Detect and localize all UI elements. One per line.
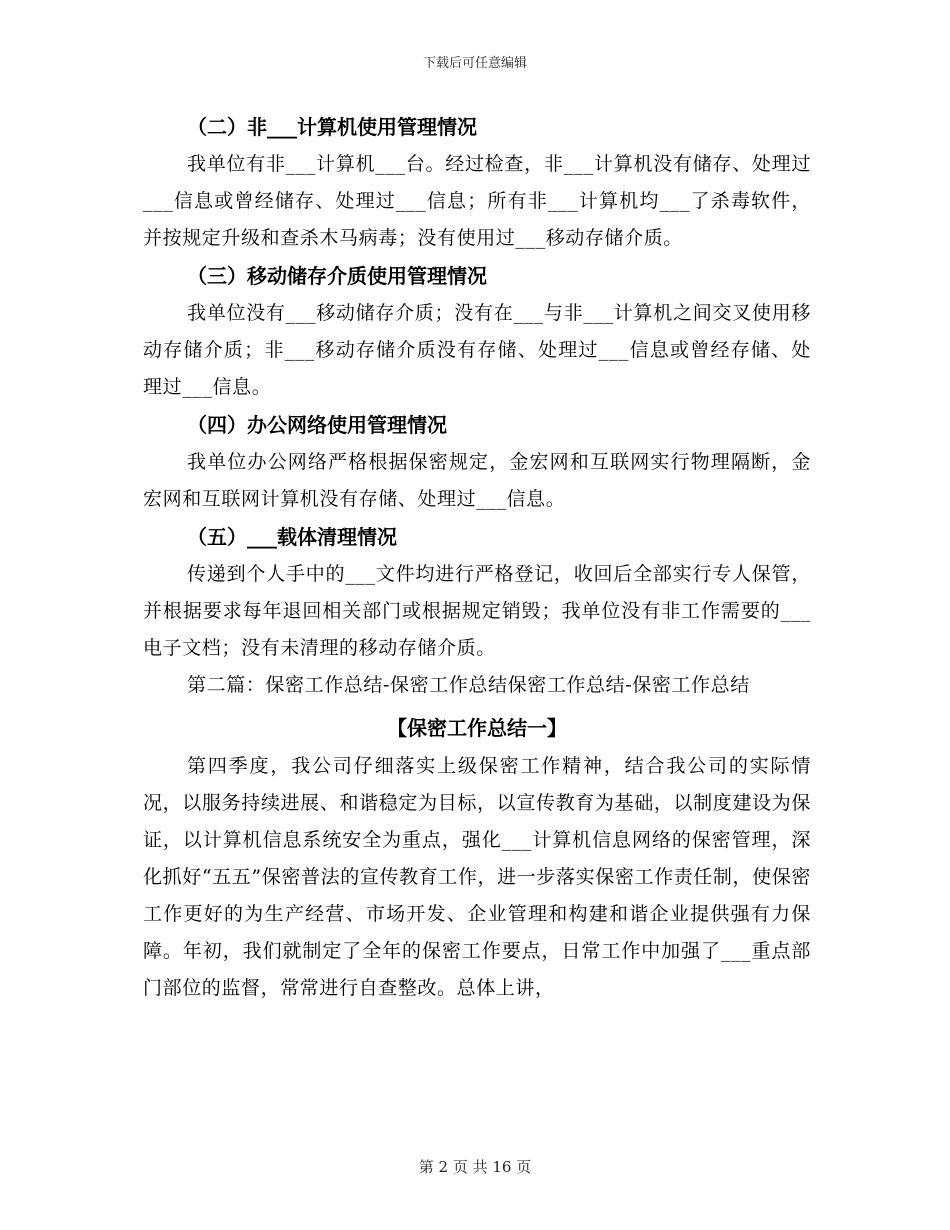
summary-title: 【保密工作总结一】 — [387, 716, 567, 740]
section-paragraph-3: 我单位没有___移动储存介质；没有在___与非___计算机之间交叉使用移动存储介质；非___移动存储介质没有存储、处理过___信息或曾经存储、处理过___信息。 — [143, 302, 811, 398]
section-paragraph-2: 我单位有非___计算机___台。经过检查，非___计算机没有储存、处理过___信息或曾经储存、处理过___信息；所有非___计算机均___了杀毒软件，并按规定升级和查杀木马病毒；没有使用过___移动存储介质。 — [143, 153, 811, 249]
section-paragraph-4: 我单位办公网络严格根据保密规定，金宏网和互联网实行物理隔断，金宏网和互联网计算机没有存储、处理过___信息。 — [143, 451, 811, 510]
page-header: 下载后可任意编辑 — [422, 56, 527, 71]
part-two-intro: 第二篇：保密工作总结-保密工作总结保密工作总结-保密工作总结 — [187, 674, 750, 696]
section-heading-2: （二）非___计算机使用管理情况 — [187, 115, 477, 139]
page-footer: 第 2 页 共 16 页 — [418, 1158, 532, 1176]
section-heading-4: （四）办公网络使用管理情况 — [187, 413, 447, 437]
summary-body: 第四季度，我公司仔细落实上级保密工作精神，结合我公司的实际情况，以服务持续进展、和谐稳定为目标，以宣传教育为基础，以制度建设为保证，以计算机信息系统安全为重点，强化___计算机信息网络的保密管理，深化抓好“五五”保密普法的宣传教育工作，进一步落实保密工作责任制，使保密工作更好的为生产经营、市场开发、企业管理和构建和谐企业提供强有力保障。年初，我们就制定了全年的保密工作要点，日常工作中加强了___重点部门部位的监督，常常进行自查整改。总体上讲， — [143, 755, 811, 999]
section-heading-3: （三）移动储存介质使用管理情况 — [187, 264, 487, 288]
section-heading-5: （五）___载体清理情况 — [187, 525, 397, 549]
document-body — [143, 108, 811, 1007]
section-paragraph-5: 传递到个人手中的___文件均进行严格登记，收回后全部实行专人保管，并根据要求每年退回相关部门或根据规定销毁；我单位没有非工作需要的___电子文档；没有未清理的移动存储介质。 — [143, 563, 811, 659]
